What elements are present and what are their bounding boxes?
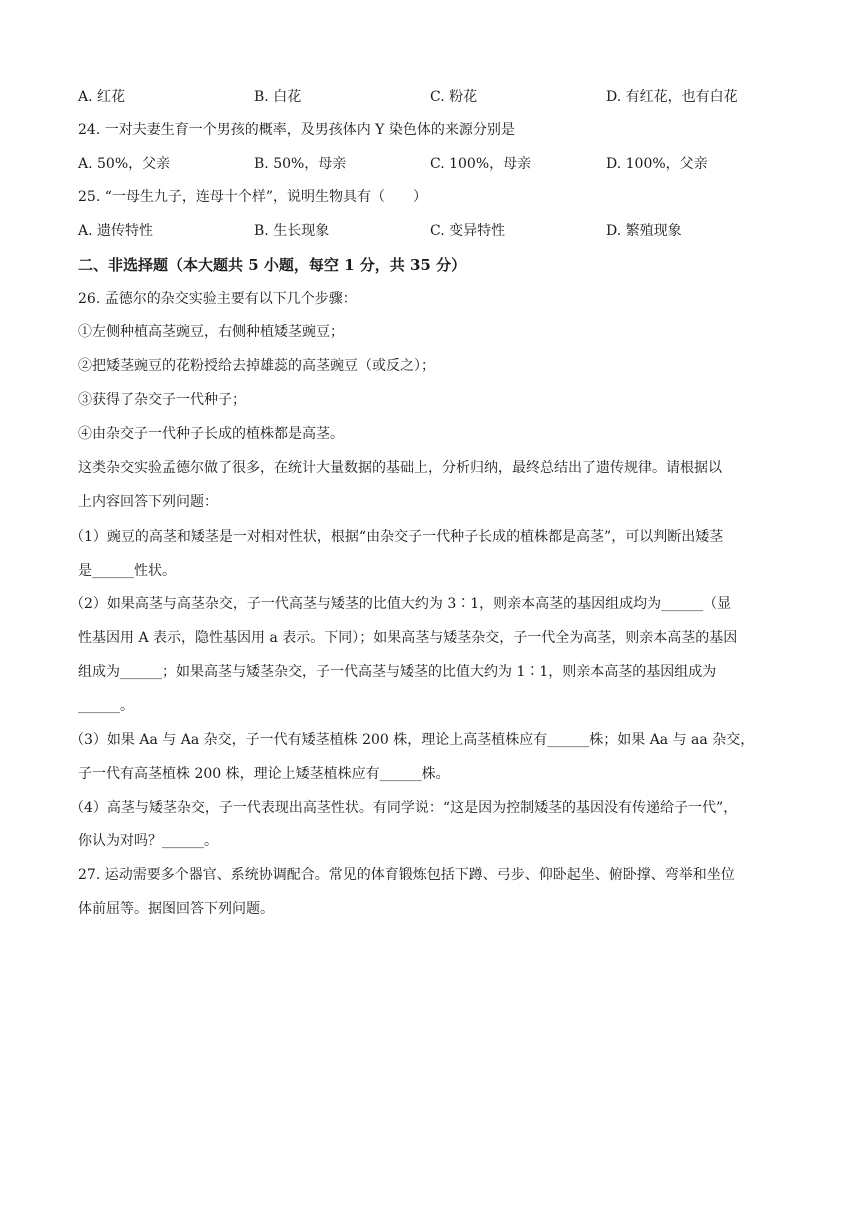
q26-stem: 26. 孟德尔的杂交实验主要有以下几个步骤： [78,291,357,307]
q26-step-1: ①左侧种植高茎豌豆，右侧种植矮茎豌豆； [78,324,344,340]
q26-step-4: ④由杂交子一代种子长成的植株都是高茎。 [78,426,344,442]
q23-options [78,87,798,107]
q23-option-b: B. 白花 [254,89,302,105]
q25-stem: 25. “一母生九子，连母十个样”，说明生物具有（ ） [78,189,428,205]
q26-sub3-line-1: （3）如果 Aa 与 Aa 杂交，子一代有矮茎植株 200 株，理论上高茎植株应有______株；如果 Aa 与 aa 杂交， [70,732,755,748]
q25-options [78,221,798,241]
q26-sub1-line-2: 是______性状。 [78,563,176,579]
q27-stem-line-2: 体前屈等。据图回答下列问题。 [78,901,274,917]
q24-option-a: A. 50%，父亲 [78,156,171,172]
q26-sub2-line-4: ______。 [78,698,134,714]
q27-stem-line-1: 27. 运动需要多个器官、系统协调配合。常见的体育锻炼包括下蹲、弓步、仰卧起坐、俯卧撑、弯举和坐位 [78,867,735,883]
q26-sub3-line-2: 子一代有高茎植株 200 株，理论上矮茎植株应有______株。 [78,766,450,782]
q26-intro-line-2: 上内容回答下列问题： [78,494,218,510]
q24-option-c: C. 100%，母亲 [430,156,532,172]
section-title: 二、非选择题（本大题共 5 小题，每空 1 分，共 35 分） [78,256,467,274]
q25-option-b: B. 生长现象 [254,223,330,239]
q26-step-2: ②把矮茎豌豆的花粉授给去掉雄蕊的高茎豌豆（或反之）； [78,358,435,374]
q26-sub4-line-2: 你认为对吗？______。 [78,833,218,849]
q24-options [78,154,798,174]
q25-option-c: C. 变异特性 [430,223,506,239]
q25-option-a: A. 遗传特性 [78,223,154,239]
q23-option-a: A. 红花 [78,89,126,105]
q26-intro-line-1: 这类杂交实验孟德尔做了很多，在统计大量数据的基础上，分析归纳，最终总结出了遗传规律。请根据以 [78,460,722,476]
q23-option-c: C. 粉花 [430,89,478,105]
q26-sub2-line-2: 性基因用 A 表示，隐性基因用 a 表示。下同）；如果高茎与矮茎杂交，子一代全为高茎，则亲本高茎的基因 [78,630,738,646]
q26-sub2-line-1: （2）如果高茎与高茎杂交，子一代高茎与矮茎的比值大约为 3∶1，则亲本高茎的基因组成均为______（显 [70,596,732,612]
q24-stem: 24. 一对夫妻生育一个男孩的概率，及男孩体内 Y 染色体的来源分别是 [78,122,515,138]
q26-sub2-line-3: 组成为______；如果高茎与矮茎杂交，子一代高茎与矮茎的比值大约为 1∶1，则亲本高茎的基因组成为 [78,664,717,680]
q26-sub4-line-1: （4）高茎与矮茎杂交，子一代表现出高茎性状。有同学说：“这是因为控制矮茎的基因没有传递给子一代”， [70,800,738,816]
q24-option-b: B. 50%，母亲 [254,156,347,172]
q23-option-d: D. 有红花，也有白花 [606,89,738,105]
q26-sub1-line-1: （1）豌豆的高茎和矮茎是一对相对性状，根据“由杂交子一代种子长成的植株都是高茎”，可以判断出矮茎 [70,529,724,545]
q24-option-d: D. 100%，父亲 [606,156,708,172]
q26-step-3: ③获得了杂交子一代种子； [78,392,246,408]
q25-option-d: D. 繁殖现象 [606,223,682,239]
